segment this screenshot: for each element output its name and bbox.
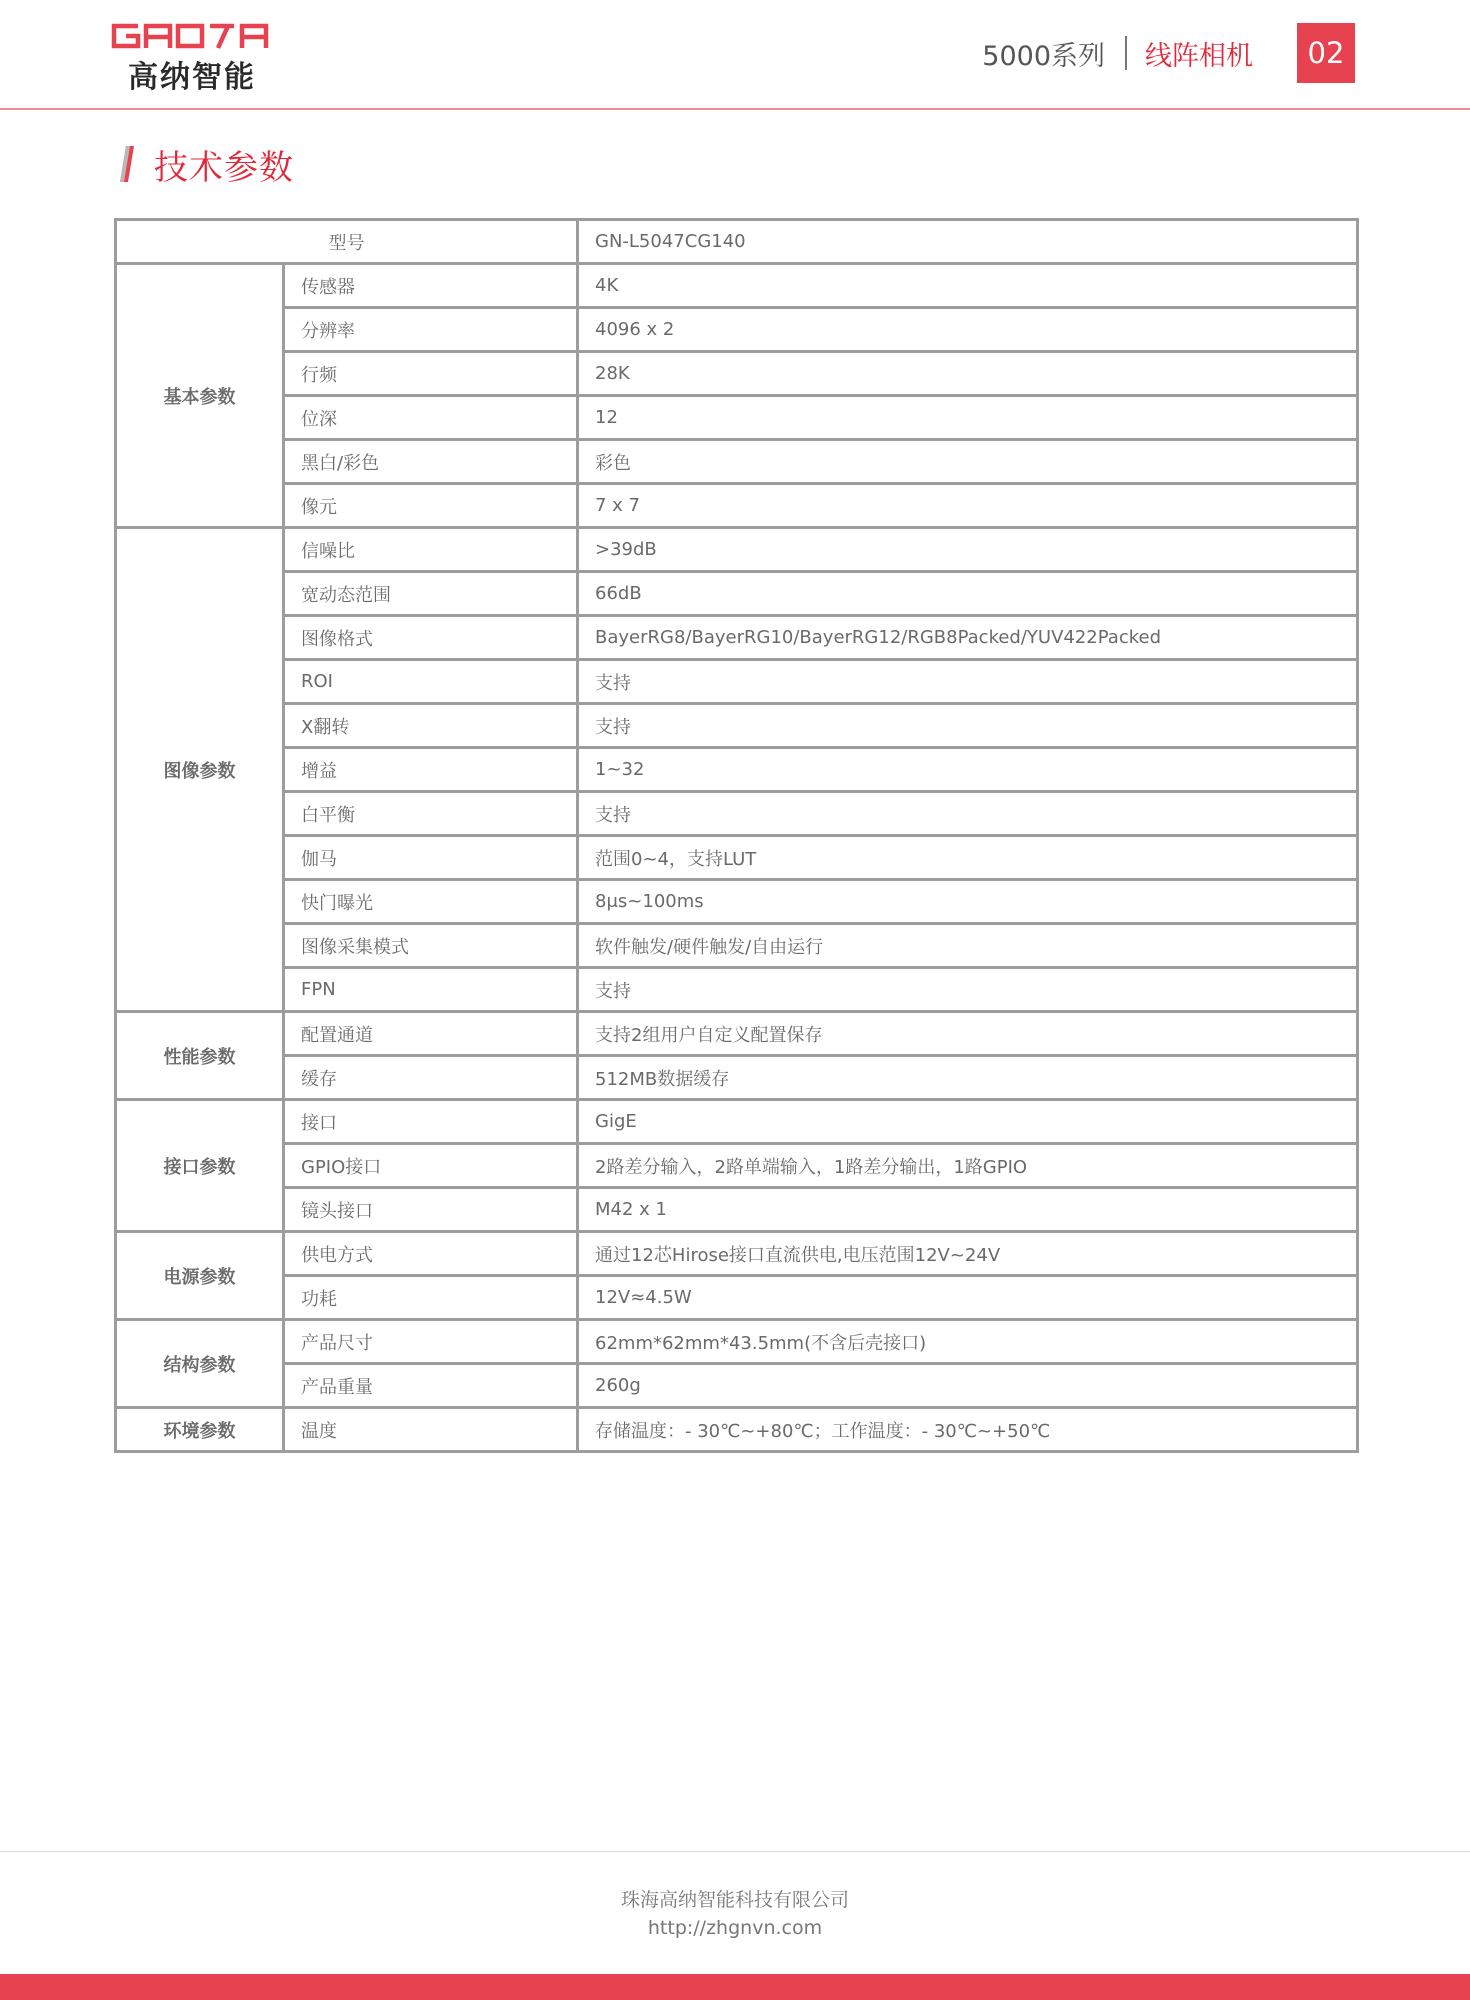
brand-name: 高纳智能 [128, 60, 256, 95]
table-row [116, 528, 1358, 572]
param-label: 温度 [284, 1408, 578, 1452]
param-value: 支持 [578, 704, 1358, 748]
param-label: 缓存 [284, 1056, 578, 1100]
group-label: 电源参数 [116, 1232, 284, 1320]
param-label: 宽动态范围 [284, 572, 578, 616]
header-right [982, 22, 1355, 84]
section-heading [120, 136, 294, 192]
group-label: 环境参数 [116, 1408, 284, 1452]
table-row [116, 1364, 1358, 1408]
model-value: GN-L5047CG140 [578, 220, 1358, 264]
param-value: 512MB数据缓存 [578, 1056, 1358, 1100]
param-label: 增益 [284, 748, 578, 792]
product-label: 线阵相机 [1145, 40, 1253, 72]
table-row [116, 792, 1358, 836]
param-value: 2路差分输入，2路单端输入，1路差分输出，1路GPIO [578, 1144, 1358, 1188]
param-label: 信噪比 [284, 528, 578, 572]
table-row [116, 1276, 1358, 1320]
table-row [116, 616, 1358, 660]
table-row [116, 352, 1358, 396]
param-value: BayerRG8/BayerRG10/BayerRG12/RGB8Packed/YUV422Packed [578, 616, 1358, 660]
param-label: 行频 [284, 352, 578, 396]
table-row [116, 968, 1358, 1012]
page-header [0, 0, 1470, 110]
param-label: 图像格式 [284, 616, 578, 660]
company-name: 珠海高纳智能科技有限公司 [620, 1889, 849, 1911]
param-label: ROI [284, 660, 578, 704]
param-value: 通过12芯Hirose接口直流供电,电压范围12V~24V [578, 1232, 1358, 1276]
param-label: 分辨率 [284, 308, 578, 352]
param-value: 62mm*62mm*43.5mm(不含后壳接口) [578, 1320, 1358, 1364]
spec-table-body [116, 220, 1358, 1452]
table-row [116, 1012, 1358, 1056]
param-value: 支持 [578, 792, 1358, 836]
param-value: 存储温度：- 30℃~+80℃；工作温度：- 30℃~+50℃ [578, 1408, 1358, 1452]
param-value: >39dB [578, 528, 1358, 572]
param-value: 66dB [578, 572, 1358, 616]
param-value: 8μs~100ms [578, 880, 1358, 924]
table-row [116, 308, 1358, 352]
page-number-badge: 02 [1297, 23, 1355, 83]
param-label: 黑白/彩色 [284, 440, 578, 484]
param-label: GPIO接口 [284, 1144, 578, 1188]
param-value: 范围0~4，支持LUT [578, 836, 1358, 880]
table-row [116, 1144, 1358, 1188]
table-row [116, 1232, 1358, 1276]
group-label: 结构参数 [116, 1320, 284, 1408]
group-label: 图像参数 [116, 528, 284, 1012]
param-value: GigE [578, 1100, 1358, 1144]
param-value: 1~32 [578, 748, 1358, 792]
param-label: FPN [284, 968, 578, 1012]
table-row [116, 484, 1358, 528]
param-label: 位深 [284, 396, 578, 440]
table-row [116, 1100, 1358, 1144]
param-label: 配置通道 [284, 1012, 578, 1056]
table-row [116, 836, 1358, 880]
footer-divider [0, 1851, 1470, 1852]
brand-logo [110, 22, 270, 95]
param-label: 传感器 [284, 264, 578, 308]
param-label: 接口 [284, 1100, 578, 1144]
param-value: M42 x 1 [578, 1188, 1358, 1232]
param-label: 镜头接口 [284, 1188, 578, 1232]
table-row [116, 572, 1358, 616]
gaota-logo-mark [110, 22, 270, 50]
model-row [116, 220, 1358, 264]
table-row [116, 264, 1358, 308]
group-label: 基本参数 [116, 264, 284, 528]
table-row [116, 1188, 1358, 1232]
param-value: 12V≈4.5W [578, 1276, 1358, 1320]
bottom-accent-bar [0, 1974, 1470, 2000]
table-row [116, 924, 1358, 968]
param-value: 4096 x 2 [578, 308, 1358, 352]
param-value: 28K [578, 352, 1358, 396]
header-divider [1125, 36, 1127, 70]
param-label: 白平衡 [284, 792, 578, 836]
header-divider-line [0, 108, 1470, 110]
param-label: 快门曝光 [284, 880, 578, 924]
param-label: 产品重量 [284, 1364, 578, 1408]
table-row [116, 396, 1358, 440]
param-label: 伽马 [284, 836, 578, 880]
param-value: 260g [578, 1364, 1358, 1408]
param-label: X翻转 [284, 704, 578, 748]
model-label: 型号 [116, 220, 578, 264]
table-row [116, 660, 1358, 704]
table-row [116, 440, 1358, 484]
page-footer [0, 1886, 1470, 1942]
group-label: 性能参数 [116, 1012, 284, 1100]
param-value: 支持 [578, 660, 1358, 704]
table-row [116, 1320, 1358, 1364]
series-label: 5000系列 [982, 40, 1105, 72]
param-label: 图像采集模式 [284, 924, 578, 968]
param-value: 4K [578, 264, 1358, 308]
param-value: 支持2组用户自定义配置保存 [578, 1012, 1358, 1056]
slash-icon [120, 146, 132, 182]
table-row [116, 880, 1358, 924]
param-label: 像元 [284, 484, 578, 528]
table-row [116, 1056, 1358, 1100]
param-value: 彩色 [578, 440, 1358, 484]
param-label: 功耗 [284, 1276, 578, 1320]
param-value: 支持 [578, 968, 1358, 1012]
param-value: 软件触发/硬件触发/自由运行 [578, 924, 1358, 968]
section-title: 技术参数 [154, 147, 294, 188]
company-url: http://zhgnvn.com [647, 1917, 823, 1939]
param-value: 7 x 7 [578, 484, 1358, 528]
spec-table [114, 218, 1359, 1453]
group-label: 接口参数 [116, 1100, 284, 1232]
param-label: 供电方式 [284, 1232, 578, 1276]
table-row [116, 748, 1358, 792]
table-row [116, 1408, 1358, 1452]
param-label: 产品尺寸 [284, 1320, 578, 1364]
table-row [116, 704, 1358, 748]
param-value: 12 [578, 396, 1358, 440]
